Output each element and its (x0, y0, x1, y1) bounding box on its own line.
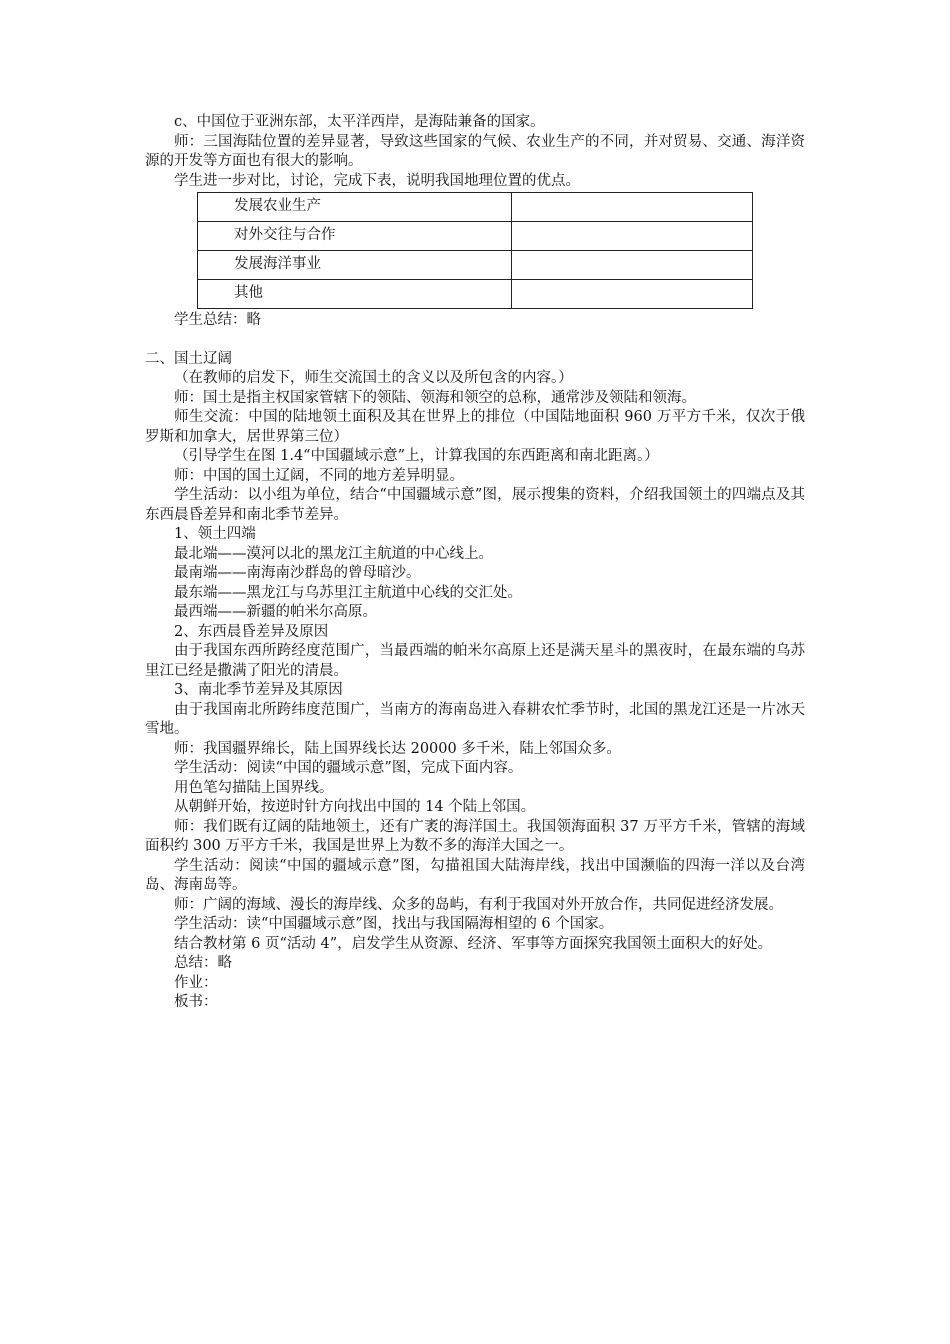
paragraph: 学生活动：阅读“中国的疆域示意”图，完成下面内容。 (174, 760, 523, 776)
table-row-value (512, 251, 753, 280)
subheading: 2、东西晨昏差异及原因 (174, 623, 329, 640)
table-row (198, 251, 753, 280)
board-notes-line: 板书： (174, 994, 218, 1010)
paragraph: 师：广阔的海域、漫长的海岸线、众多的岛屿，有利于我国对外开放合作，共同促进经济发展。 (174, 896, 783, 913)
intro-paragraph-1: c、中国位于亚洲东部，太平洋西岸，是海陆兼备的国家。 (174, 114, 545, 130)
table-row-label: 其他 (198, 280, 512, 309)
spacer (145, 331, 805, 350)
list-item: 最西端——新疆的帕米尔高原。 (174, 604, 377, 620)
paragraph: 学生活动：读“中国疆域示意”图，找出与我国隔海相望的 6 个国家。 (174, 916, 614, 932)
paragraph: 师：国土是指主权国家管辖下的领陆、领海和领空的总称，通常涉及领陆和领海。 (174, 389, 696, 406)
table-row-label: 发展海洋事业 (198, 251, 512, 280)
paragraph: 师：我们既有辽阔的陆地领土，还有广袤的海洋国土。我国领海面积 37 万平方千米，管辖的海域面积约 300 万平方千米，我国是世界上为数不多的海洋大国之一。 (145, 818, 805, 854)
paragraph: 学生活动：阅读“中国的疆域示意”图，勾描祖国大陆海岸线，找出中国濒临的四海一洋以及台湾岛、海南岛等。 (145, 857, 805, 893)
list-item: 最南端——南海南沙群岛的曾母暗沙。 (174, 565, 421, 581)
document-page (145, 113, 805, 1013)
table-row-label: 对外交往与合作 (198, 222, 512, 251)
paragraph: 从朝鲜开始，按逆时针方向找出中国的 14 个陆上邻国。 (174, 799, 536, 815)
paragraph: 由于我国东西所跨经度范围广，当最西端的帕米尔高原上还是满天星斗的黑夜时，在最东端的乌苏里江已经是撒满了阳光的清晨。 (145, 643, 805, 679)
advantages-table (197, 192, 753, 309)
table-row-value (512, 222, 753, 251)
table-row (198, 280, 753, 309)
paragraph: 结合教材第 6 页“活动 4”，启发学生从资源、经济、军事等方面探究我国领土面积大的好处。 (174, 935, 773, 952)
paragraph: 师：中国的国土辽阔，不同的地方差异明显。 (174, 467, 464, 484)
table-row-value (512, 193, 753, 222)
table-row (198, 222, 753, 251)
table-row-value (512, 280, 753, 309)
section-heading: 二、国土辽阔 (145, 350, 232, 367)
table-row-label: 发展农业生产 (198, 193, 512, 222)
list-item: 最东端——黑龙江与乌苏里江主航道中心线的交汇处。 (174, 584, 522, 601)
homework-line: 作业： (174, 974, 218, 991)
paragraph: 学生活动：以小组为单位，结合“中国疆域示意”图，展示搜集的资料，介绍我国领土的四端点及其东西晨昏差异和南北季节差异。 (145, 487, 805, 523)
paragraph: （引导学生在图 1.4“中国疆域示意”上，计算我国的东西距离和南北距离。） (174, 448, 659, 464)
paragraph: 用色笔勾描陆上国界线。 (174, 779, 334, 796)
paragraph: （在教师的启发下，师生交流国土的含义以及所包含的内容。） (174, 370, 573, 386)
intro-paragraph-2: 师：三国海陆位置的差异显著，导致这些国家的气候、农业生产的不同，并对贸易、交通、海洋资源的开发等方面也有很大的影响。 (145, 133, 805, 169)
intro-paragraph-3: 学生进一步对比，讨论，完成下表，说明我国地理位置的优点。 (174, 172, 580, 189)
table-row (198, 193, 753, 222)
student-summary: 学生总结：略 (174, 312, 261, 328)
paragraph: 师生交流：中国的陆地领土面积及其在世界上的排位（中国陆地面积 960 万平方千米，仅次于俄罗斯和加拿大，居世界第三位） (145, 409, 805, 445)
summary-line: 总结：略 (174, 955, 232, 971)
paragraph: 由于我国南北所跨纬度范围广，当南方的海南岛进入春耕农忙季节时，北国的黑龙江还是一片冰天雪地。 (145, 701, 805, 737)
subheading: 3、南北季节差异及其原因 (174, 682, 343, 698)
paragraph: 师：我国疆界绵长，陆上国界线长达 20000 多千米，陆上邻国众多。 (174, 740, 621, 757)
list-item: 最北端——漠河以北的黑龙江主航道的中心线上。 (174, 545, 493, 562)
subheading: 1、领土四端 (174, 526, 256, 542)
